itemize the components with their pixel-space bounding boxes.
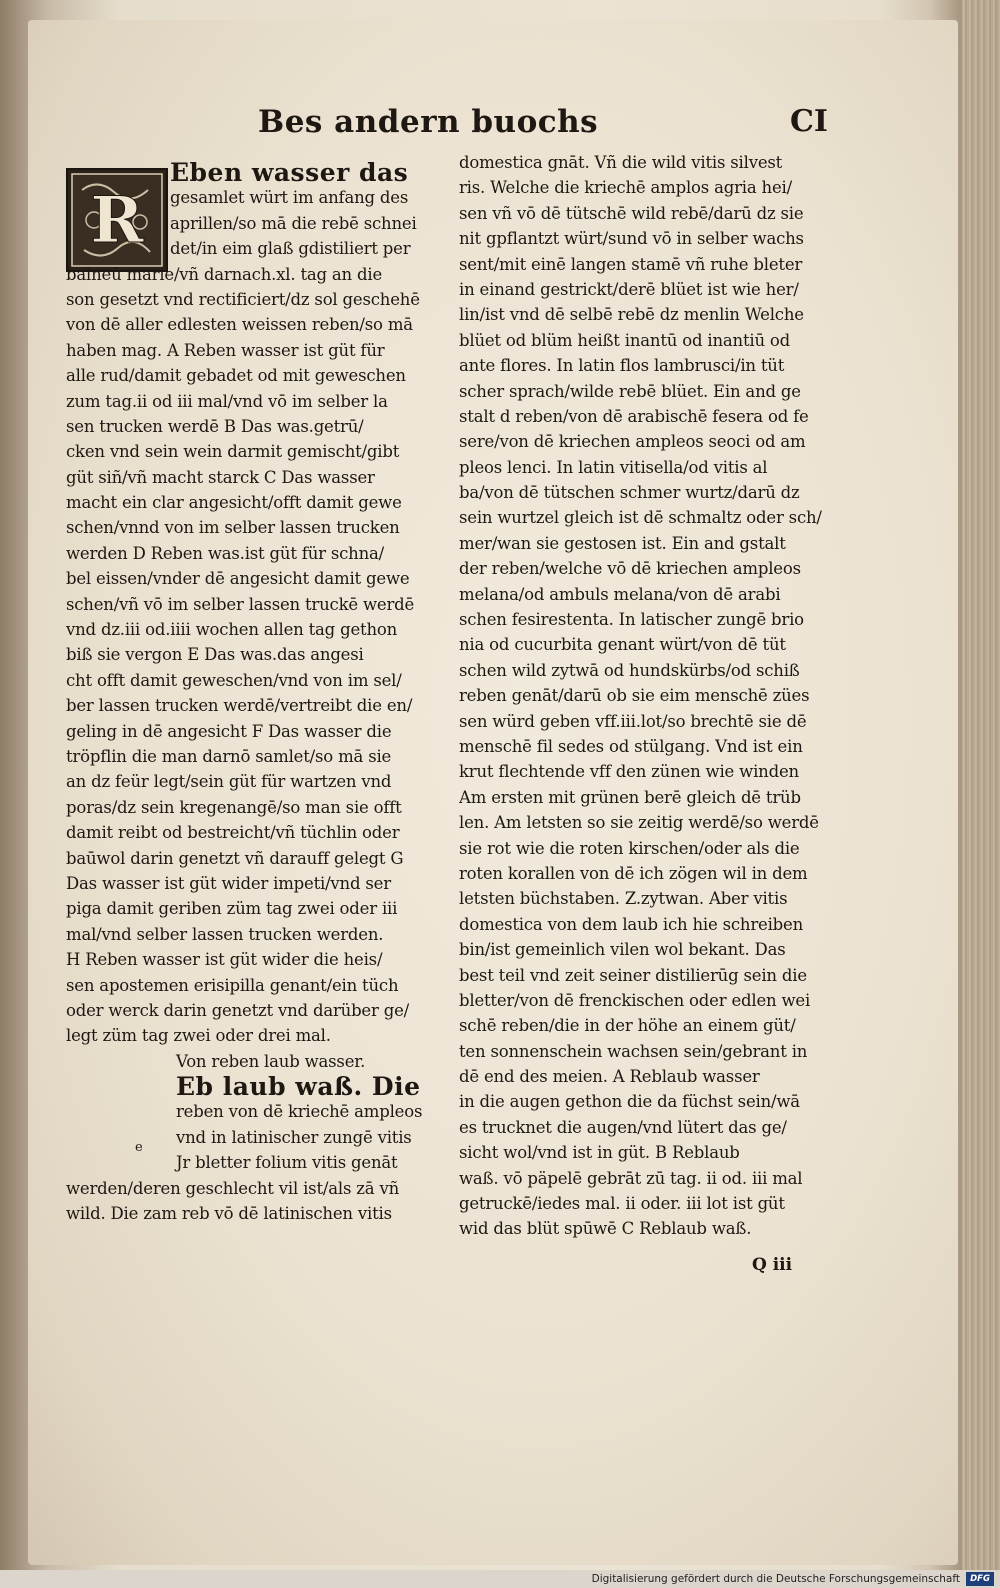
text-line: getruckē/iedes mal. ii oder. iii lot ist güt — [459, 1194, 785, 1214]
text-line: stalt d reben/von dē arabischē fesera od fe — [459, 406, 809, 426]
text-line: schē reben/die in der höhe an einem güt/ — [459, 1016, 796, 1036]
text-line: schen/vnnd von im selber lassen trucken — [66, 518, 400, 538]
text-line: baūwol darin genetzt vñ darauff gelegt G — [66, 848, 404, 868]
text-line: det/in eim glaß gdistiliert per — [170, 239, 411, 259]
text-line: reben von dē kriechē ampleos — [176, 1102, 423, 1122]
text-line: sicht wol/vnd ist in güt. B Reblaub — [459, 1143, 740, 1163]
text-line: der reben/welche vō dē kriechen ampleos — [459, 559, 801, 579]
text-line: domestica von dem laub ich hie schreiben — [459, 914, 804, 934]
text-line: cht offt damit geweschen/vnd von im sel/ — [66, 670, 402, 690]
text-line: werden/deren geschlecht vil ist/als zā vñ — [66, 1178, 399, 1198]
dfg-logo-icon: DFG — [966, 1572, 994, 1586]
text-line: macht ein clar angesicht/offt damit gewe — [66, 493, 402, 513]
text-line: zum tag.ii od iii mal/vnd vō im selber la — [66, 391, 388, 411]
text-line: best teil vnd zeit seiner distilierūg sein die — [459, 965, 807, 985]
text-line: H Reben wasser ist güt wider die heis/ — [66, 950, 383, 970]
text-line: bin/ist gemeinlich vilen wol bekant. Das — [459, 940, 786, 960]
text-line: nia od cucurbita genant würt/von dē tüt — [459, 635, 786, 655]
text-line: piga damit geriben züm tag zwei oder iii — [66, 899, 398, 919]
left-text-column — [66, 160, 441, 1226]
text-line: pleos lenci. In latin vitisella/od vitis al — [459, 457, 768, 477]
text-line: mal/vnd selber lassen trucken werden. — [66, 924, 384, 944]
text-line: in die augen gethon die da füchst sein/wā — [459, 1092, 800, 1112]
text-line: len. Am letsten so sie zeitig werdē/so werdē — [459, 813, 819, 833]
text-line: waß. vō päpelē gebrāt zū tag. ii od. iii mal — [459, 1168, 803, 1188]
text-line: aprillen/so mā die rebē schnei — [170, 213, 417, 233]
text-line: damit reibt od bestreicht/vñ tüchlin oder — [66, 823, 400, 843]
text-line: lin/ist vnd dē selbē rebē dz menlin Welche — [459, 305, 804, 325]
text-line: sere/von dē kriechen ampleos seoci od am — [459, 432, 806, 452]
text-line: cken vnd sein wein darmit gemischt/gibt — [66, 442, 400, 462]
text-line: bel eissen/vnder dē angesicht damit gewe — [66, 569, 410, 589]
right-text-column — [459, 150, 839, 1242]
text-line: mer/wan sie gestosen ist. Ein and gstalt — [459, 533, 786, 553]
text-line: ber lassen trucken werdē/vertreibt die en/ — [66, 696, 413, 716]
text-line: ba/von dē tütschen schmer wurtz/darū dz — [459, 483, 800, 503]
text-line: dē end des meien. A Reblaub wasser — [459, 1067, 760, 1087]
text-line: sen vñ vō dē tütschē wild rebē/darū dz sie — [459, 203, 804, 223]
text-line: tröpflin die man darnō samlet/so mā sie — [66, 746, 392, 766]
text-line: schen fesirestenta. In latischer zungē brio — [459, 610, 804, 630]
text-line: güt siñ/vñ macht starck C Das wasser — [66, 467, 375, 487]
opening-line: Eben wasser das — [170, 160, 409, 186]
text-line: balneū marie/vñ darnach.xl. tag an die — [66, 264, 383, 284]
text-line: geling in dē angesicht F Das wasser die — [66, 721, 392, 741]
text-line: roten korallen von dē ich zögen wil in dem — [459, 863, 808, 883]
text-line: oder werck darin genetzt vnd darüber ge/ — [66, 1000, 410, 1020]
text-line: wild. Die zam reb vō dē latinischen vitis — [66, 1204, 392, 1224]
text-line: schen wild zytwā od hundskürbs/od schiß — [459, 660, 800, 680]
text-line: sein wurtzel gleich ist dē schmaltz oder sch/ — [459, 508, 822, 528]
text-line: letsten büchstaben. Z.zytwan. Aber vitis — [459, 889, 788, 909]
text-line: poras/dz sein kregenangē/so man sie offt — [66, 797, 402, 817]
folio-number: CI — [790, 104, 828, 139]
text-line: ante flores. In latin flos lambrusci/in tüt — [459, 356, 785, 376]
text-line: legt züm tag zwei oder drei mal. — [66, 1026, 331, 1046]
text-line: werden D Reben was.ist güt für schna/ — [66, 543, 385, 563]
text-line: es trucknet die augen/vnd lütert das ge/ — [459, 1117, 787, 1137]
footer-bar — [0, 1570, 1000, 1588]
text-line: Am ersten mit grünen berē gleich dē trüb — [459, 787, 801, 807]
text-line: blüet od blüm heißt inantū od inantiū od — [459, 330, 791, 350]
text-line: ris. Welche die kriechē amplos agria hei/ — [459, 178, 792, 198]
text-line: sie rot wie die roten kirschen/oder als die — [459, 838, 800, 858]
signature-mark: Q iii — [752, 1255, 793, 1275]
text-line: sent/mit einē langen stamē vñ ruhe bleter — [459, 254, 803, 274]
show-through-ghost — [60, 1090, 180, 1150]
text-line: wid das blüt spūwē C Reblaub waß. — [459, 1219, 752, 1239]
page-edge-stack — [962, 0, 1000, 1570]
text-line: Das wasser ist güt wider impeti/vnd ser — [66, 873, 391, 893]
text-line: von dē aller edlesten weissen reben/so mā — [66, 315, 413, 335]
text-line: nit gpflantzt würt/sund vō in selber wachs — [459, 229, 804, 249]
text-line: son gesetzt vnd rectificiert/dz sol geschehē — [66, 289, 420, 309]
text-line: alle rud/damit gebadet od mit geweschen — [66, 366, 406, 386]
text-line: sen trucken werdē B Das was.getrū/ — [66, 416, 364, 436]
text-line: Jr bletter folium vitis genāt — [176, 1153, 398, 1173]
text-line: vnd in latinischer zungē vitis — [176, 1127, 412, 1147]
text-line: gesamlet würt im anfang des — [170, 188, 409, 208]
text-line: krut flechtende vff den zünen wie winden — [459, 762, 799, 782]
marginal-mark: e — [135, 1140, 143, 1155]
section-subheading: Von reben laub wasser. — [176, 1051, 366, 1071]
text-line: ten sonnenschein wachsen sein/gebrant in — [459, 1041, 808, 1061]
text-line: domestica gnāt. Vñ die wild vitis silvest — [459, 153, 783, 172]
text-line: sen würd geben vff.iii.lot/so brechtē sie dē — [459, 711, 807, 731]
footer-credit: Digitalisierung gefördert durch die Deutsche Forschungsgemeinschaft — [591, 1573, 960, 1585]
text-line: reben genāt/darū ob sie eim menschē zües — [459, 686, 810, 706]
text-line: melana/od ambuls melana/von dē arabi — [459, 584, 781, 604]
text-line: scher sprach/wilde rebē blüet. Ein and ge — [459, 381, 801, 401]
text-line: menschē fil sedes od stülgang. Vnd ist ein — [459, 736, 803, 756]
text-line: bletter/von dē frenckischen oder edlen wei — [459, 990, 811, 1010]
text-line: an dz feür legt/sein güt für wartzen vnd — [66, 772, 392, 792]
text-line: schen/vñ vō im selber lassen truckē werdē — [66, 594, 415, 614]
text-line: haben mag. A Reben wasser ist güt für — [66, 340, 385, 360]
text-line: vnd dz.iii od.iiii wochen allen tag gethon — [66, 620, 398, 640]
text-line: sen apostemen erisipilla genant/ein tüch — [66, 975, 399, 995]
text-line: in einand gestrickt/derē blüet ist wie her/ — [459, 279, 799, 299]
section-title: Eb laub waß. Die — [176, 1074, 421, 1100]
text-line: biß sie vergon E Das was.das angesi — [66, 645, 364, 665]
running-head: Bes andern buochs — [258, 104, 599, 140]
initial-letter: R — [90, 183, 144, 258]
